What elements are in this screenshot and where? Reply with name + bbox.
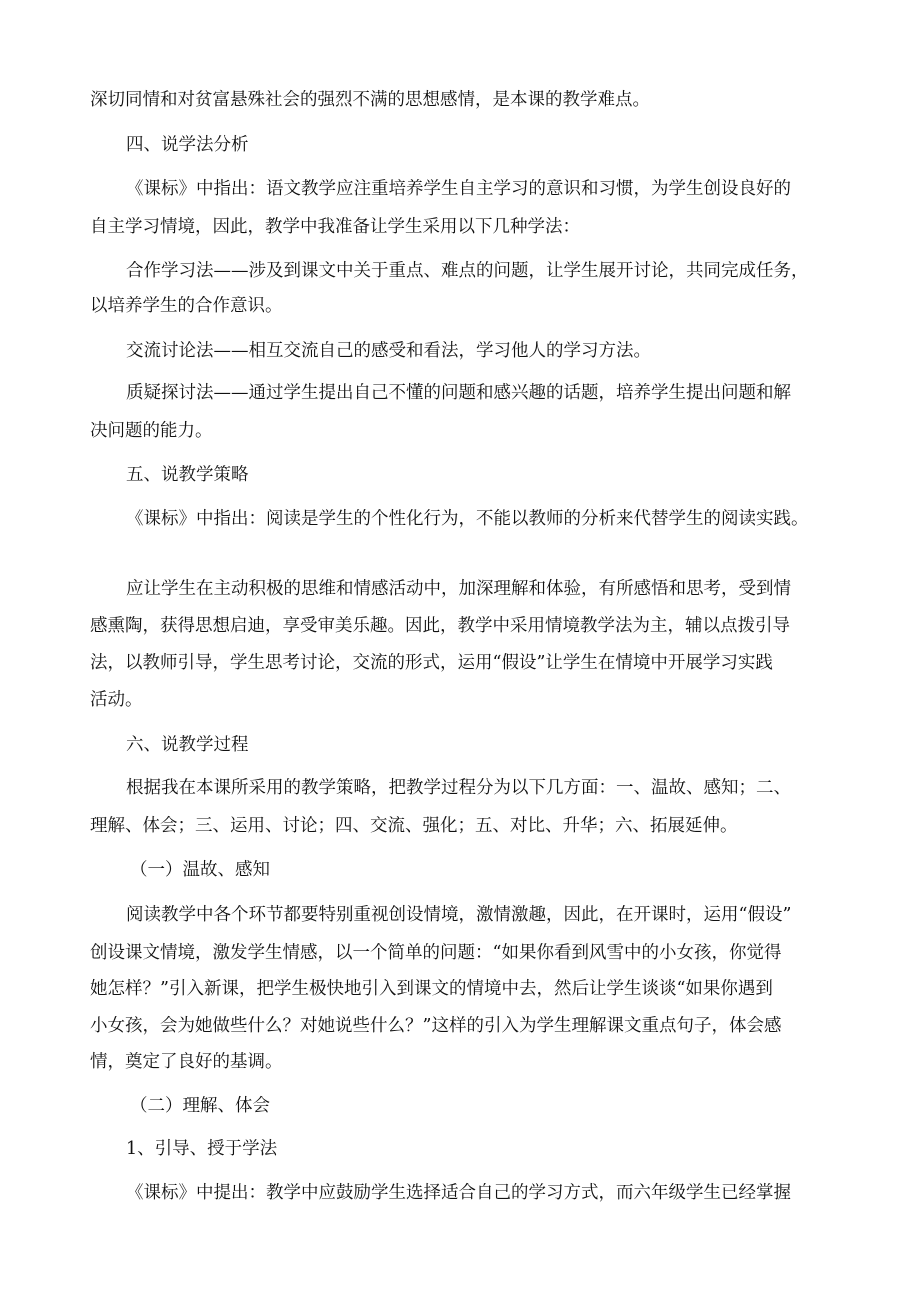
subsection-heading: 1、引导、授于学法	[126, 1139, 278, 1159]
paragraph-line: 决问题的能力。	[90, 421, 213, 441]
paragraph-line: 她怎样？”引入新课，把学生极快地引入到课文的情境中去，然后让学生谈谈“如果你遇到	[90, 979, 773, 999]
paragraph-line: 理解、体会；三、运用、讨论；四、交流、强化；五、对比、升华；六、拓展延伸。	[90, 816, 738, 836]
paragraph-line: 自主学习情境，因此，教学中我准备让学生采用以下几种学法：	[90, 217, 580, 237]
section-heading: 五、说教学策略	[126, 465, 249, 485]
section-heading: 六、说教学过程	[126, 735, 249, 755]
paragraph-line: 应让学生在主动积极的思维和情感活动中，加深理解和体验，有所感悟和思考，受到情	[126, 579, 791, 599]
paragraph-line: 感熏陶，获得思想启迪，享受审美乐趣。因此，教学中采用情境教学法为主，辅以点拨引导	[90, 616, 790, 636]
paragraph-line: 情，奠定了良好的基调。	[90, 1052, 283, 1072]
paragraph-line: 《课标》中提出：教学中应鼓励学生选择适合自己的学习方式，而六年级学生已经掌握	[126, 1183, 791, 1203]
paragraph-line: 《课标》中指出：阅读是学生的个性化行为，不能以教师的分析来代替学生的阅读实践。	[126, 509, 809, 529]
paragraph-line: 创设课文情境，激发学生情感，以一个简单的问题：“如果你看到风雪中的小女孩，你觉得	[90, 943, 782, 963]
subsection-heading: （二）理解、体会	[130, 1096, 270, 1116]
paragraph-line: 交流讨论法——相互交流自己的感受和看法，学习他人的学习方法。	[126, 341, 651, 361]
paragraph-line: 小女孩，会为她做些什么？对她说些什么？”这样的引入为学生理解课文重点句子，体会感	[90, 1016, 782, 1036]
paragraph-line: 合作学习法——涉及到课文中关于重点、难点的问题，让学生展开讨论，共同完成任务，	[126, 261, 809, 281]
paragraph-line: 深切同情和对贫富悬殊社会的强烈不满的思想感情，是本课的教学难点。	[90, 90, 650, 110]
subsection-heading: （一）温故、感知	[130, 860, 270, 880]
paragraph-line: 阅读教学中各个环节都要特别重视创设情境，激情激趣，因此，在开课时，运用“假设”	[126, 905, 792, 925]
paragraph-line: 活动。	[90, 690, 143, 710]
paragraph-line: 质疑探讨法——通过学生提出自己不懂的问题和感兴趣的话题，培养学生提出问题和解	[126, 383, 791, 403]
paragraph-line: 法，以教师引导，学生思考讨论，交流的形式，运用“假设”让学生在情境中开展学习实践	[90, 653, 773, 673]
paragraph-line: 根据我在本课所采用的教学策略，把教学过程分为以下几方面：一、温故、感知；二、	[126, 778, 791, 798]
paragraph-line: 《课标》中指出：语文教学应注重培养学生自主学习的意识和习惯，为学生创设良好的	[126, 179, 791, 199]
section-heading: 四、说学法分析	[126, 135, 249, 155]
paragraph-line: 以培养学生的合作意识。	[90, 296, 283, 316]
